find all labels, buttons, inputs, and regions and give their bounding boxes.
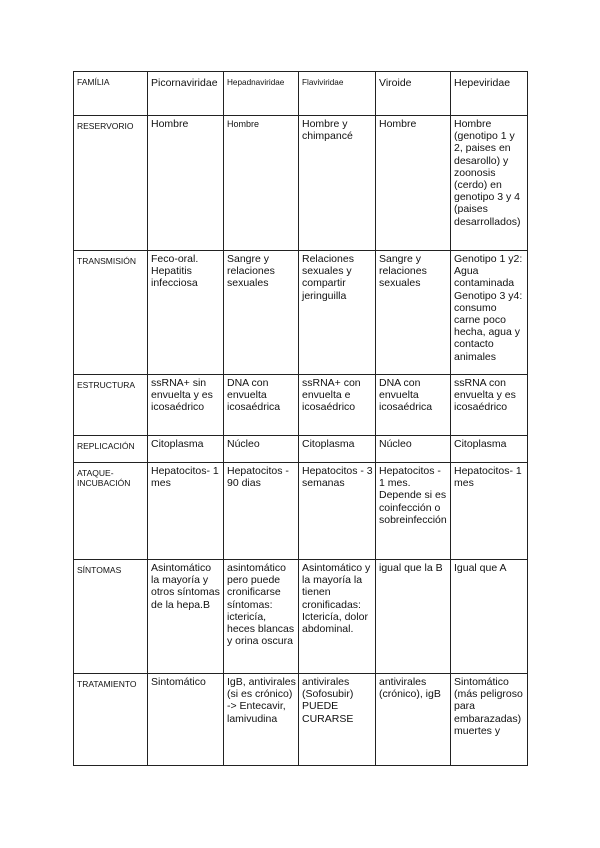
table-cell: Hepatocitos - 1 mes. Depende si es coinfección o sobreinfección: [376, 463, 451, 560]
table-cell: IgB, antivirales (si es crónico) -> Entecavir, lamivudina: [224, 674, 299, 766]
table-cell: Citoplasma: [299, 436, 376, 463]
family-hepeviridae: Hepeviridae: [451, 72, 528, 116]
table-cell: Asintomático la mayoría y otros síntomas de la hepa.B: [148, 560, 224, 674]
table-cell: antivirales (crónico), igB: [376, 674, 451, 766]
table-cell: Hombre: [376, 116, 451, 251]
family-viroide: Viroide: [376, 72, 451, 116]
table-cell: Igual que A: [451, 560, 528, 674]
table-cell: ssRNA+ sin envuelta y es icosaédrico: [148, 375, 224, 436]
family-picornaviridae: Picornaviridae: [148, 72, 224, 116]
table-cell: Genotipo 1 y2: Agua contaminada Genotipo 3 y4: consumo carne poco hecha, agua y contacto animales: [451, 251, 528, 375]
row-label: ESTRUCTURA: [74, 375, 148, 436]
table-row-estructura: [74, 375, 528, 436]
table-cell: Hepatocitos- 1 mes: [451, 463, 528, 560]
table-header-row: [74, 72, 528, 116]
table-row-replicacion: [74, 436, 528, 463]
hepatitis-comparison-table: [73, 71, 528, 766]
row-label: TRATAMIENTO: [74, 674, 148, 766]
table-cell: Hepatocitos- 1 mes: [148, 463, 224, 560]
table-cell: Hepatocitos - 3 semanas: [299, 463, 376, 560]
table-cell: antivirales (Sofosubir) PUEDE CURARSE: [299, 674, 376, 766]
row-label: SÍNTOMAS: [74, 560, 148, 674]
table-cell: DNA con envuelta icosaédrica: [376, 375, 451, 436]
table-cell: Asintomático y la mayoría la tienen cronificadas: Ictericía, dolor abdominal.: [299, 560, 376, 674]
table-row-transmision: [74, 251, 528, 375]
family-hepadnaviridae: Hepadnaviridae: [224, 72, 299, 116]
table-cell: igual que la B: [376, 560, 451, 674]
header-label-familia: FAMÍLIA: [74, 72, 148, 116]
table-row-reservorio: [74, 116, 528, 251]
table-cell: Hombre: [148, 116, 224, 251]
table-cell: Feco-oral. Hepatitis infecciosa: [148, 251, 224, 375]
table-cell: Citoplasma: [451, 436, 528, 463]
row-label: RESERVORIO: [74, 116, 148, 251]
table-cell: Hepatocitos - 90 dias: [224, 463, 299, 560]
table-row-sintomas: [74, 560, 528, 674]
table-cell: ssRNA con envuelta y es icosaédrico: [451, 375, 528, 436]
table-cell: Hombre y chimpancé: [299, 116, 376, 251]
table-cell: Sangre y relaciones sexuales: [376, 251, 451, 375]
table-cell: DNA con envuelta icosaédrica: [224, 375, 299, 436]
row-label: ATAQUE-INCUBACIÓN: [74, 463, 148, 560]
table-cell: Núcleo: [224, 436, 299, 463]
row-label: REPLICACIÓN: [74, 436, 148, 463]
table-row-tratamiento: [74, 674, 528, 766]
table-cell: asintomático pero puede cronificarse síntomas: ictericía, heces blancas y orina oscura: [224, 560, 299, 674]
table-cell: Sintomático: [148, 674, 224, 766]
row-label: TRANSMISIÓN: [74, 251, 148, 375]
table-cell: Hombre: [224, 116, 299, 251]
family-flaviviridae: Flaviviridae: [299, 72, 376, 116]
table-cell: Citoplasma: [148, 436, 224, 463]
table-cell: Sangre y relaciones sexuales: [224, 251, 299, 375]
table-cell: ssRNA+ con envuelta e icosaédrico: [299, 375, 376, 436]
table-cell: Núcleo: [376, 436, 451, 463]
table-cell: Sintomático (más peligroso para embarazadas) muertes y: [451, 674, 528, 766]
table-cell: Hombre (genotipo 1 y 2, paises en desarollo) y zoonosis (cerdo) en genotipo 3 y 4 (paises desarrollados): [451, 116, 528, 251]
table-cell: Relaciones sexuales y compartir jeringuilla: [299, 251, 376, 375]
table-row-ataque-incubacion: [74, 463, 528, 560]
